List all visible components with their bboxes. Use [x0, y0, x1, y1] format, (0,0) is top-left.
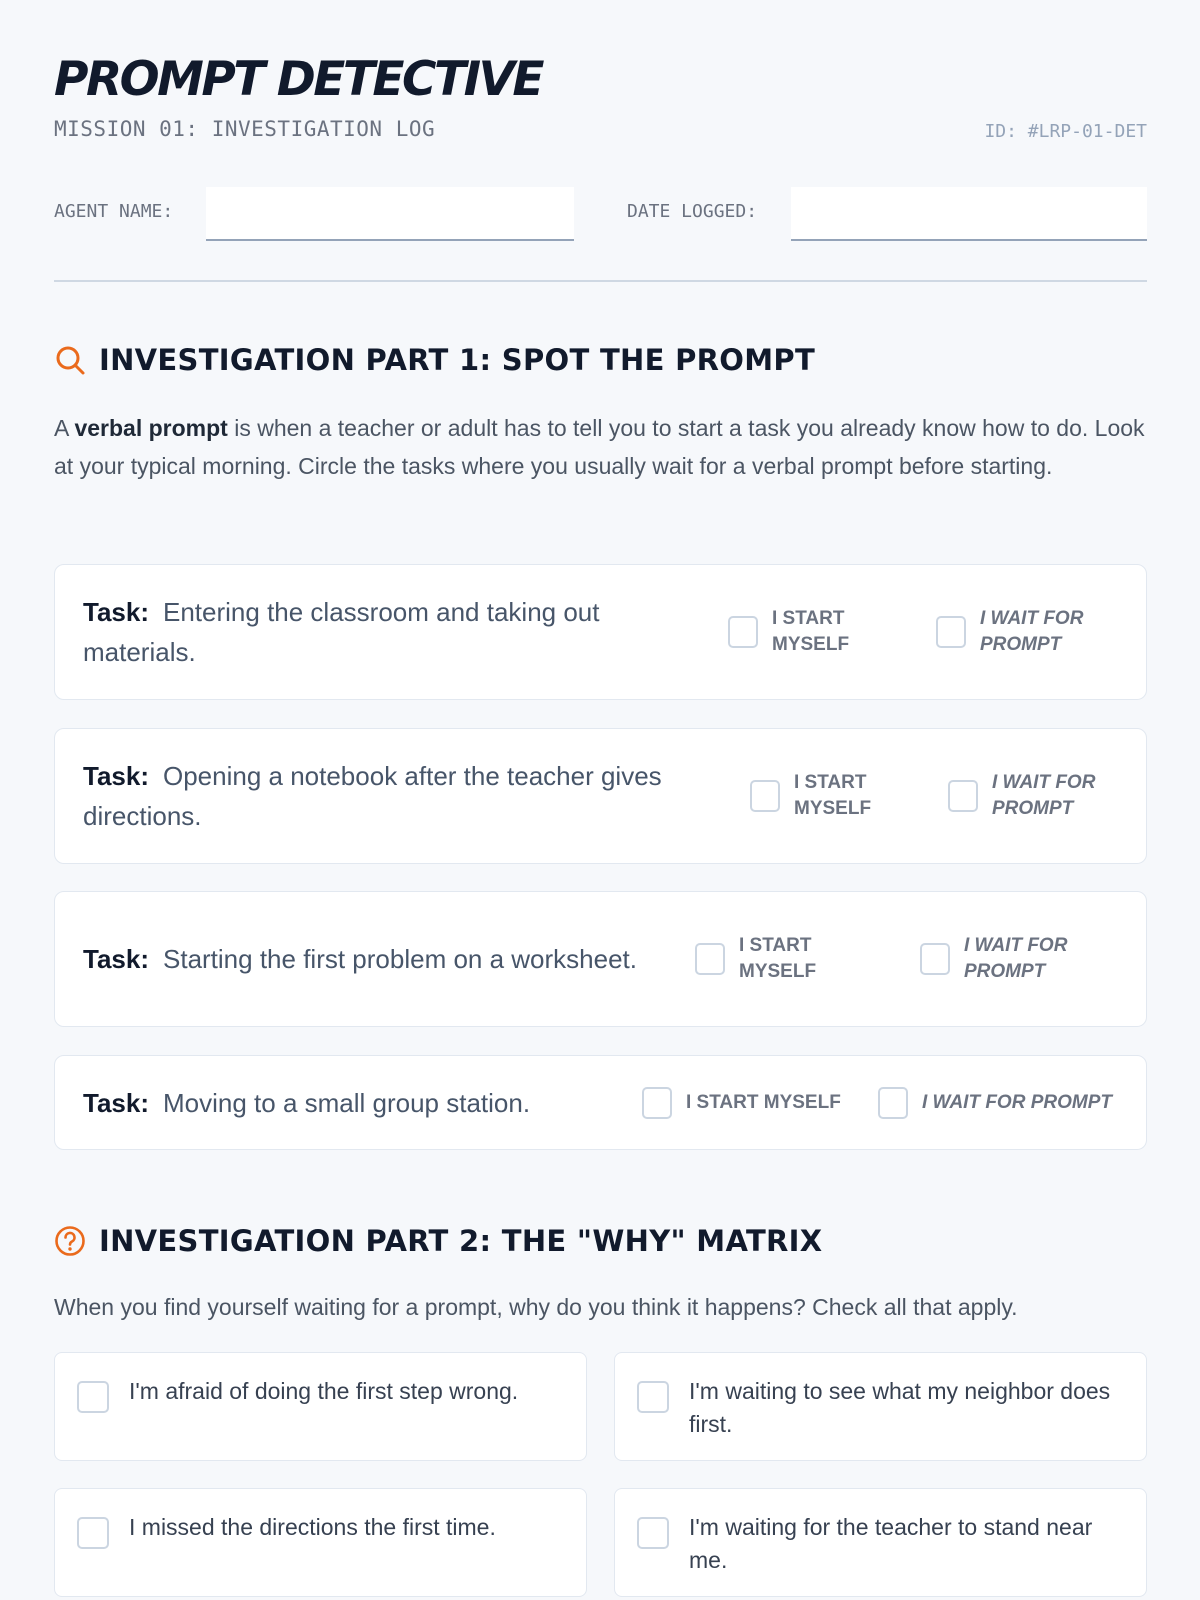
wait-for-prompt-option[interactable]: [920, 933, 1120, 985]
task-label: Task:: [83, 597, 149, 627]
task-description: [83, 756, 746, 836]
start-myself-label: I START MYSELF: [686, 1091, 841, 1113]
start-myself-checkbox[interactable]: [750, 780, 780, 812]
intro-text-rest: is when a teacher or adult has to tell you to start a task you already know how to do. Look at your typical morning. Circle the tasks where you usually wait for a verbal prompt before starting.: [54, 415, 1145, 479]
wait-for-prompt-option[interactable]: [948, 770, 1120, 822]
part2-intro: When you find yourself waiting for a prompt, why do you think it happens? Check all that apply.: [54, 1294, 1018, 1320]
wait-for-prompt-checkbox[interactable]: [920, 943, 950, 975]
wait-for-prompt-option[interactable]: [878, 1087, 1120, 1119]
reason-text: I'm waiting to see what my neighbor does first.: [689, 1378, 1111, 1437]
start-myself-label: I START MYSELF: [794, 772, 872, 819]
header-divider: [54, 280, 1147, 282]
date-logged-field[interactable]: [791, 187, 1147, 241]
wait-for-prompt-label: I WAIT FOR PROMPT: [964, 935, 1068, 982]
reason-option[interactable]: [614, 1488, 1147, 1597]
task-card: [54, 564, 1147, 700]
part1-title: INVESTIGATION PART 1: SPOT THE PROMPT: [99, 343, 816, 377]
task-description: [83, 939, 673, 979]
reason-checkbox[interactable]: [637, 1381, 669, 1413]
start-myself-option[interactable]: [728, 606, 936, 658]
page-title: PROMPT DETECTIVE: [54, 52, 543, 107]
task-card: [54, 891, 1147, 1027]
reason-option[interactable]: [54, 1352, 587, 1461]
reason-checkbox[interactable]: [77, 1381, 109, 1413]
task-text: Opening a notebook after the teacher gives directions.: [83, 761, 662, 831]
date-logged-label: DATE LOGGED:: [627, 201, 758, 222]
reason-option[interactable]: [614, 1352, 1147, 1461]
reason-text: I'm waiting for the teacher to stand near me.: [689, 1514, 1093, 1573]
reason-checkbox[interactable]: [77, 1517, 109, 1549]
wait-for-prompt-checkbox[interactable]: [936, 616, 966, 648]
question-circle-icon: [54, 1225, 86, 1257]
intro-text-prefix: A: [54, 415, 75, 441]
task-label: Task:: [83, 944, 149, 974]
agent-name-field[interactable]: [206, 187, 574, 241]
task-label: Task:: [83, 1087, 149, 1118]
document-id: ID: #LRP-01-DET: [984, 121, 1147, 142]
reason-text: I missed the directions the first time.: [129, 1514, 496, 1540]
task-text: Entering the classroom and taking out materials.: [83, 597, 600, 667]
task-card: [54, 728, 1147, 864]
wait-for-prompt-option[interactable]: [936, 606, 1120, 658]
start-myself-label: I START MYSELF: [739, 935, 817, 982]
part2-title: INVESTIGATION PART 2: THE "WHY" MATRIX: [99, 1224, 823, 1258]
intro-bold-term: verbal prompt: [74, 415, 228, 441]
wait-for-prompt-label: I WAIT FOR PROMPT: [992, 772, 1096, 819]
reason-option[interactable]: [54, 1488, 587, 1597]
task-label: Task:: [83, 761, 149, 791]
reason-checkbox[interactable]: [637, 1517, 669, 1549]
task-description: [83, 592, 706, 672]
wait-for-prompt-label: I WAIT FOR PROMPT: [980, 608, 1084, 655]
start-myself-checkbox[interactable]: [728, 616, 758, 648]
reason-text: I'm afraid of doing the first step wrong.: [129, 1378, 519, 1404]
start-myself-label: I START MYSELF: [772, 608, 850, 655]
task-text: Moving to a small group station.: [163, 1087, 531, 1118]
start-myself-checkbox[interactable]: [695, 943, 725, 975]
task-description: [83, 1083, 620, 1123]
agent-name-label: AGENT NAME:: [54, 201, 174, 222]
search-icon: [54, 344, 86, 376]
mission-subtitle: MISSION 01: INVESTIGATION LOG: [54, 117, 436, 141]
task-card: [54, 1055, 1147, 1150]
part1-header: [54, 343, 815, 377]
start-myself-checkbox[interactable]: [642, 1087, 672, 1119]
start-myself-option[interactable]: [750, 770, 948, 822]
part1-intro: [54, 409, 1147, 485]
part2-header: [54, 1224, 822, 1258]
wait-for-prompt-checkbox[interactable]: [878, 1087, 908, 1119]
wait-for-prompt-label: I WAIT FOR PROMPT: [922, 1091, 1112, 1113]
start-myself-option[interactable]: [642, 1087, 878, 1119]
wait-for-prompt-checkbox[interactable]: [948, 780, 978, 812]
start-myself-option[interactable]: [695, 933, 920, 985]
task-text: Starting the first problem on a worksheet.: [163, 944, 638, 974]
